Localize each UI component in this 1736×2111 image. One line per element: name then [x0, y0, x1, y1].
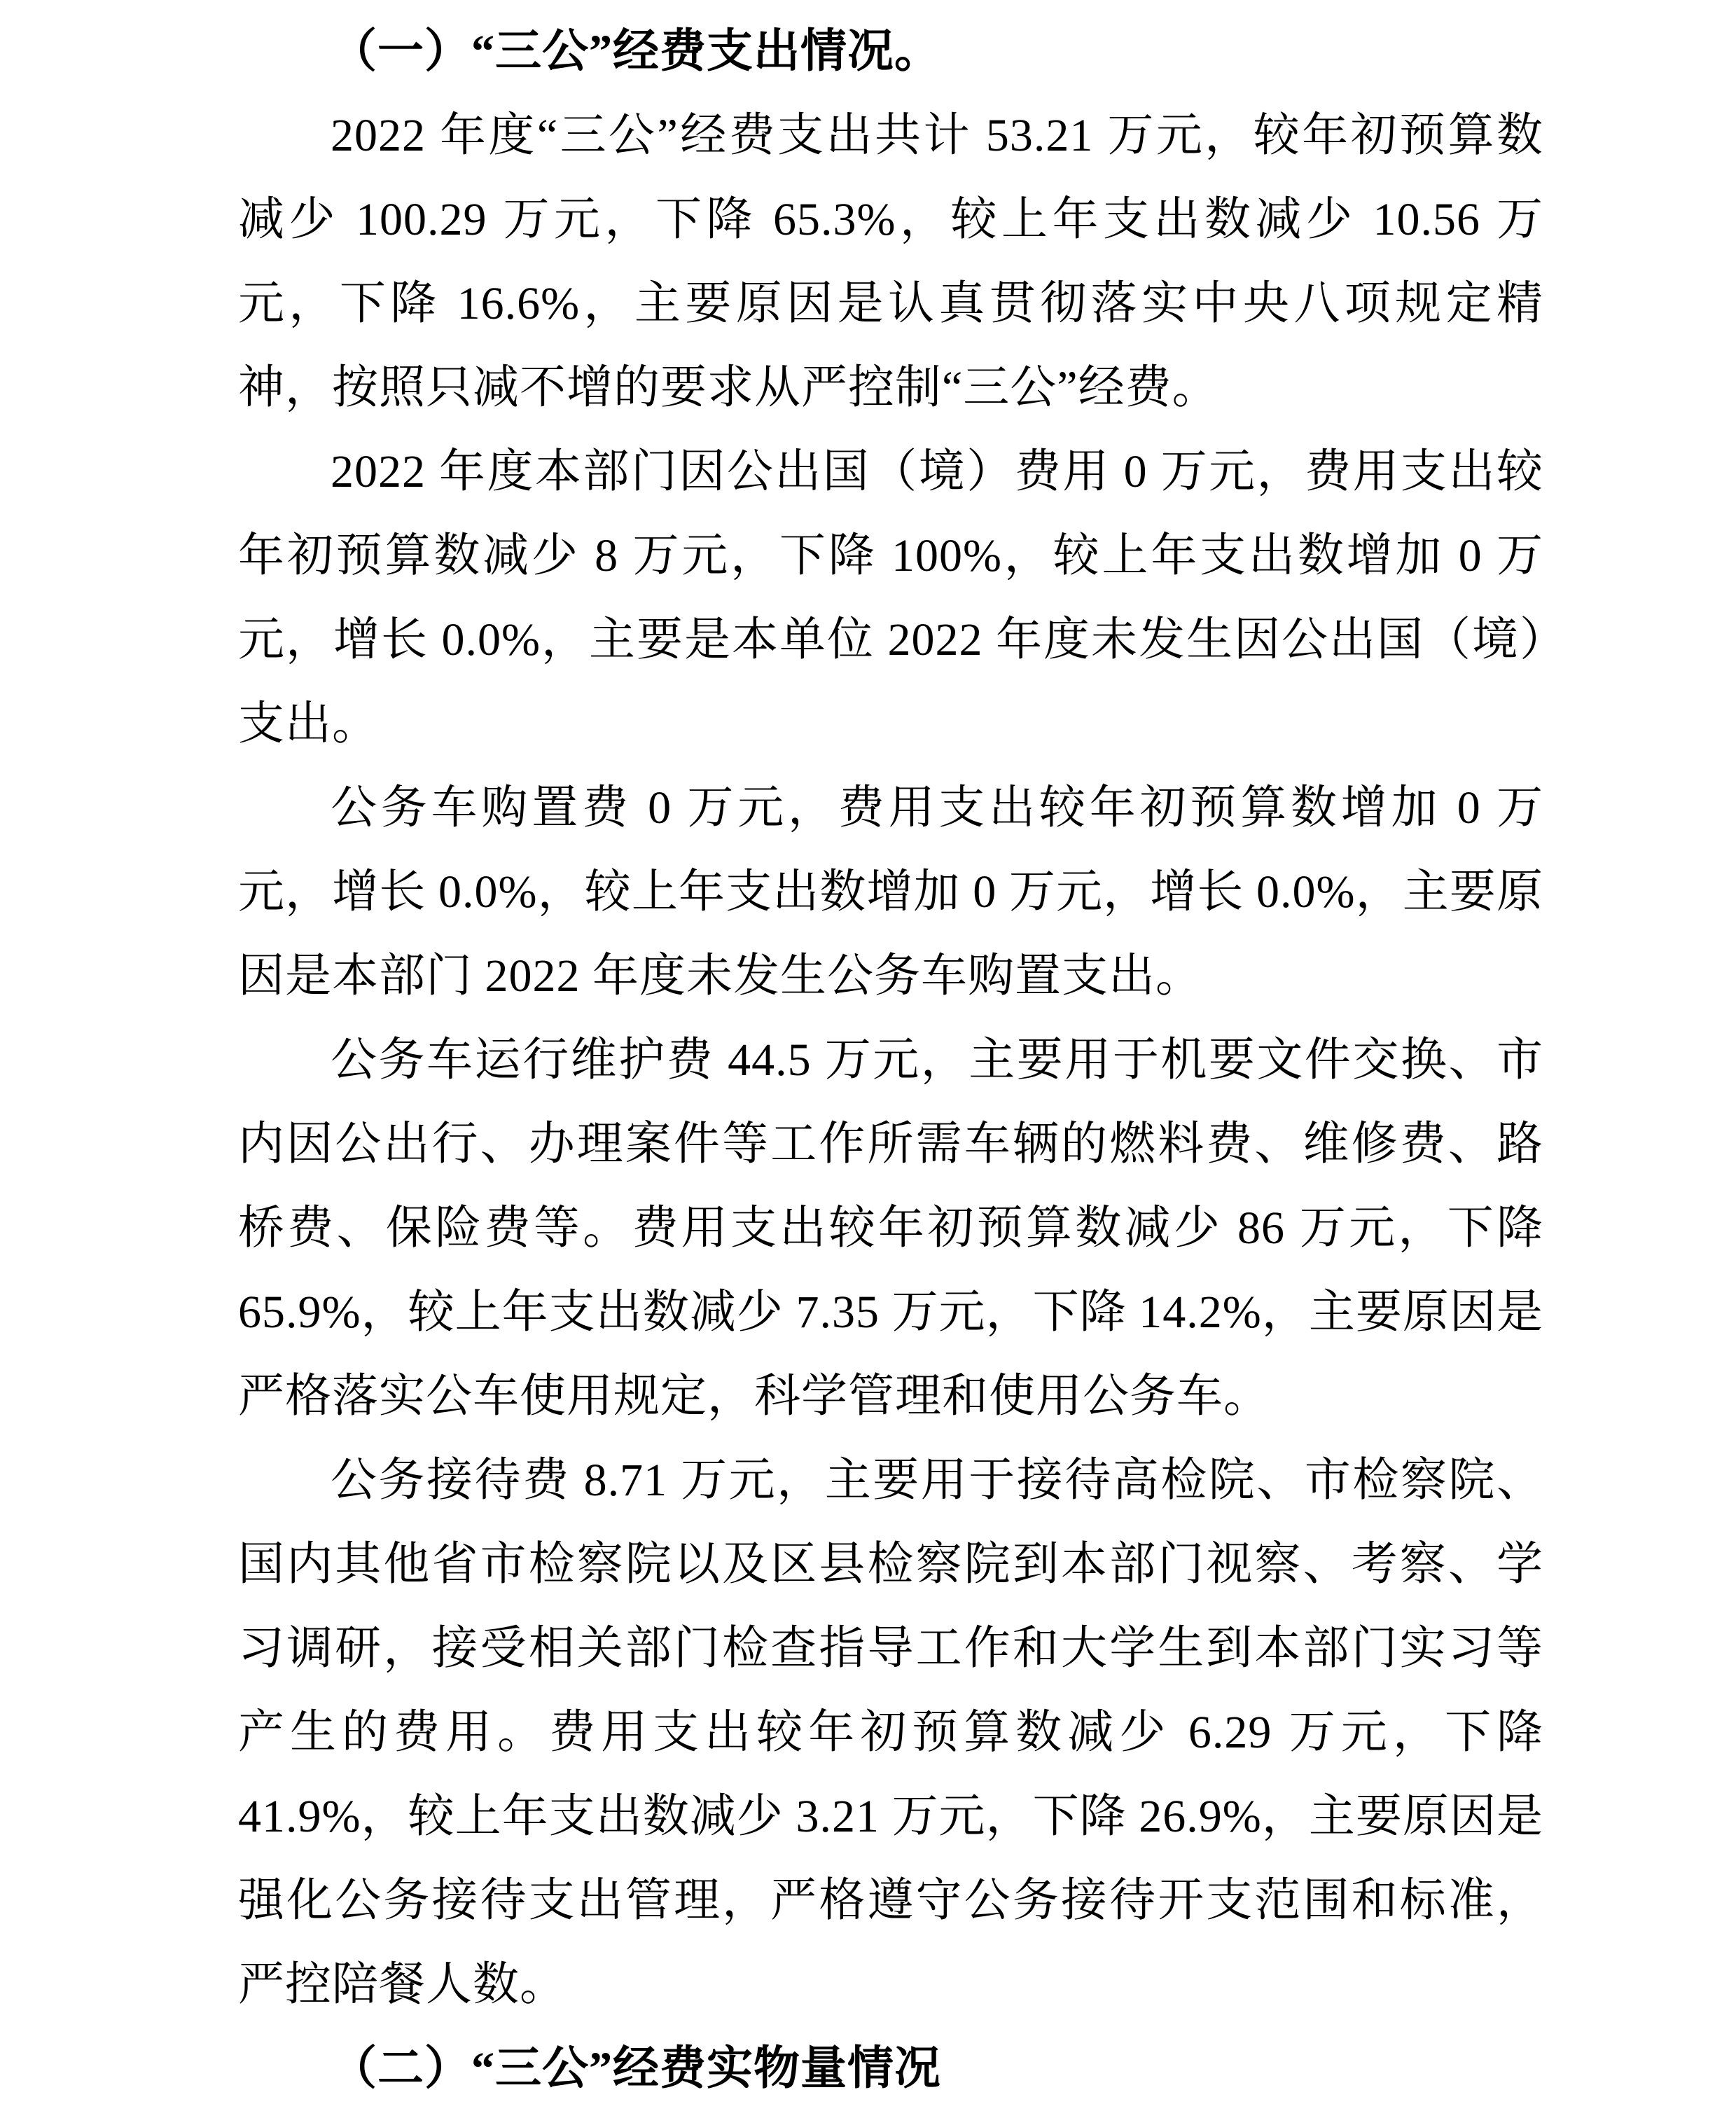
- paragraph-official-reception: 公务接待费 8.71 万元，主要用于接待高检院、市检察院、国内其他省市检察院以及区县检察院到本部门视察、考察、学习调研，接受相关部门检查指导工作和大学生到本部门实习等产生的费用。费用支出较年初预算数减少 6.29 万元，下降 41.9%，较上年支出数减少 3.21 万元，下降 26.9%，主要原因是强化公务接待支出管理，严格遵守公务接待开支范围和标准，严控陪餐人数。: [238, 1455, 1543, 2010]
- section-heading-sangong-physical-quantity: （二）“三公”经费实物量情况: [331, 2043, 941, 2094]
- paragraph-vehicle-purchase: 公务车购置费 0 万元，费用支出较年初预算数增加 0 万元，增长 0.0%，较上年支出数增加 0 万元，增长 0.0%，主要原因是本部门 2022 年度未发生公务车购置支出。: [238, 782, 1543, 1002]
- paragraph-vehicle-maintenance: 公务车运行维护费 44.5 万元，主要用于机要文件交换、市内因公出行、办理案件等工作所需车辆的燃料费、维修费、路桥费、保险费等。费用支出较年初预算数减少 86 万元，下降 65.9%，较上年支出数减少 7.35 万元，下降 14.2%，主要原因是严格落实公车使用规定，科学管理和使用公务车。: [238, 1034, 1543, 1422]
- paragraph-overseas-travel: 2022 年度本部门因公出国（境）费用 0 万元，费用支出较年初预算数减少 8 万元，下降 100%，较上年支出数增加 0 万元，增长 0.0%，主要是本单位 2022 年度未发生因公出国（境）支出。: [238, 446, 1543, 749]
- section-heading-sangong-expense: （一）“三公”经费支出情况。: [331, 26, 941, 77]
- paragraph-sangong-total: 2022 年度“三公”经费支出共计 53.21 万元，较年初预算数减少 100.29 万元，下降 65.3%，较上年支出数减少 10.56 万元，下降 16.6%，主要原因是认真贯彻落实中央八项规定精神，按照只减不增的要求从严控制“三公”经费。: [238, 110, 1543, 413]
